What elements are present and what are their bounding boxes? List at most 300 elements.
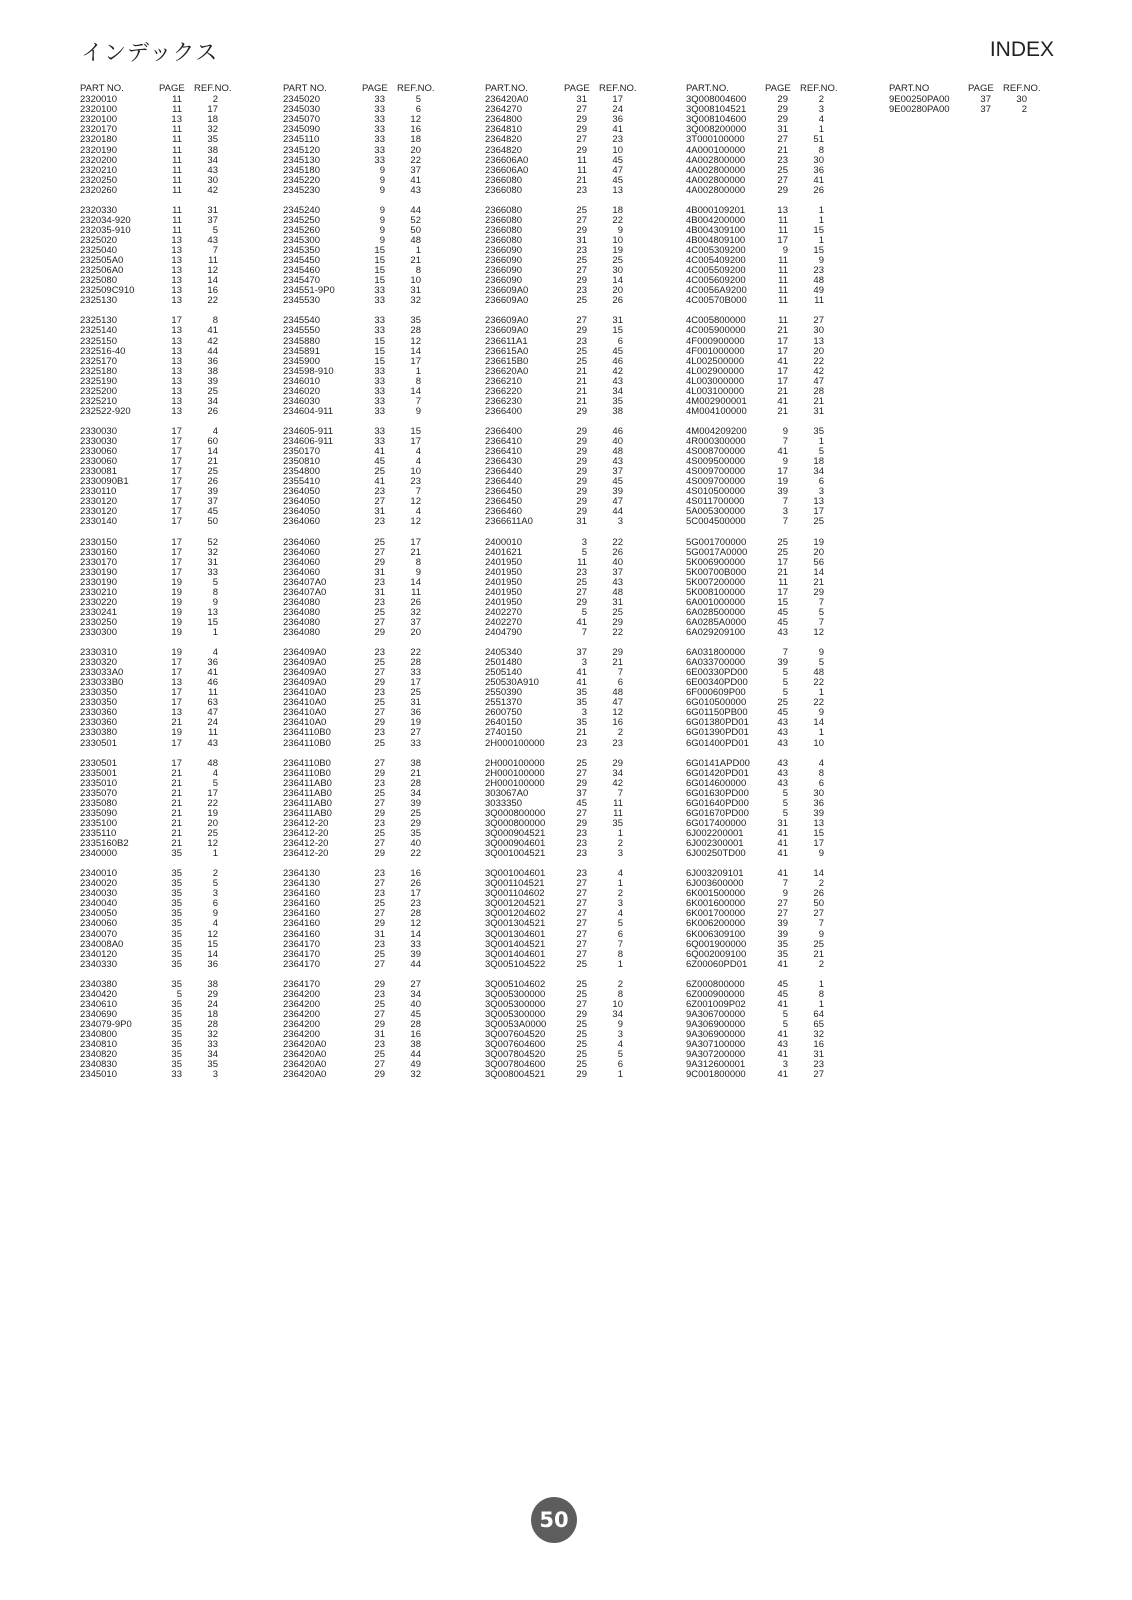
index-row xyxy=(686,739,882,749)
part-number: 2366410 xyxy=(485,446,522,458)
part-number: 2325200 xyxy=(80,385,117,397)
page-ref: 29 xyxy=(576,496,587,508)
page-ref: 35 xyxy=(171,948,182,960)
page-ref: 33 xyxy=(374,365,385,377)
part-number: 2364800 xyxy=(485,114,522,126)
index-row xyxy=(80,919,276,929)
part-number: 2325180 xyxy=(80,365,117,377)
ref-number: 26 xyxy=(207,476,218,488)
ref-number: 27 xyxy=(410,978,421,990)
ref-number: 42 xyxy=(207,335,218,347)
index-row xyxy=(485,517,681,527)
page-ref: 25 xyxy=(374,898,385,910)
part-number: 2330360 xyxy=(80,717,117,729)
part-number: 3Q007804600 xyxy=(485,1059,546,1071)
page-ref: 35 xyxy=(171,928,182,940)
page-ref: 11 xyxy=(172,164,182,176)
ref-number: 6 xyxy=(617,335,623,347)
part-number: 232505A0 xyxy=(80,255,124,267)
part-number: 2364110B0 xyxy=(283,767,331,779)
page-ref: 5 xyxy=(782,1018,788,1030)
ref-number: 5 xyxy=(212,878,218,890)
ref-number: 41 xyxy=(813,174,824,186)
page-ref: 23 xyxy=(374,988,385,1000)
part-number: 2402270 xyxy=(485,606,522,618)
part-number: 2364080 xyxy=(283,596,320,608)
page-ref: 27 xyxy=(374,1008,385,1020)
ref-number: 12 xyxy=(410,335,421,347)
page-ref: 5 xyxy=(782,797,788,809)
part-number: 6K006200000 xyxy=(686,918,746,930)
ref-number: 21 xyxy=(410,255,421,267)
ref-number: 33 xyxy=(207,1039,218,1051)
page-ref: 29 xyxy=(576,456,587,468)
part-number: 2401950 xyxy=(485,596,522,608)
index-row xyxy=(686,407,882,417)
part-number: 2366080 xyxy=(485,214,522,226)
ref-number: 7 xyxy=(818,616,824,628)
page-ref: 13 xyxy=(171,234,182,246)
page-ref: 33 xyxy=(374,104,385,116)
ref-number: 12 xyxy=(207,265,218,277)
part-number: 6G01150PB00 xyxy=(686,707,748,719)
ref-number: 2 xyxy=(617,727,623,739)
part-number: 2366450 xyxy=(485,486,522,498)
page-ref: 3 xyxy=(782,1059,788,1071)
ref-number: 25 xyxy=(813,516,824,528)
page-ref: 25 xyxy=(374,657,385,669)
page-ref: 17 xyxy=(171,506,182,518)
ref-number: 38 xyxy=(207,978,218,990)
ref-number: 9 xyxy=(818,928,824,940)
part-number: 4C005900000 xyxy=(686,325,746,337)
part-number: 2364160 xyxy=(283,898,320,910)
page-ref: 31 xyxy=(374,928,385,940)
index-row xyxy=(485,628,681,638)
ref-number: 12 xyxy=(612,707,623,719)
part-number: 236411AB0 xyxy=(283,797,332,809)
part-number: 2320330 xyxy=(80,204,117,216)
page-ref: 25 xyxy=(576,958,587,970)
page-ref: 25 xyxy=(576,978,587,990)
index-column xyxy=(80,84,276,1080)
ref-number: 1 xyxy=(818,687,824,699)
part-number: 2330210 xyxy=(80,586,117,598)
ref-number: 36 xyxy=(612,114,623,126)
header-part-no: PART NO. xyxy=(283,83,327,94)
part-number: 2364060 xyxy=(283,566,320,578)
ref-number: 11 xyxy=(613,807,623,819)
index-row xyxy=(80,135,276,145)
page-ref: 27 xyxy=(576,898,587,910)
part-number: 236620A0 xyxy=(485,365,529,377)
page-ref: 11 xyxy=(172,174,182,186)
page-ref: 9 xyxy=(782,245,788,257)
ref-number: 45 xyxy=(207,506,218,518)
ref-number: 3 xyxy=(818,486,824,498)
ref-number: 2 xyxy=(818,94,824,106)
index-row xyxy=(686,517,882,527)
page-ref: 17 xyxy=(171,556,182,568)
page-ref: 29 xyxy=(576,124,587,136)
ref-number: 19 xyxy=(207,807,218,819)
page-ref: 27 xyxy=(374,546,385,558)
page-ref: 13 xyxy=(171,375,182,387)
page-ref: 29 xyxy=(576,144,587,156)
ref-number: 12 xyxy=(410,114,421,126)
page-ref: 11 xyxy=(778,265,788,277)
page-ref: 37 xyxy=(576,647,587,659)
page-ref: 27 xyxy=(374,797,385,809)
page-ref: 5 xyxy=(782,677,788,689)
ref-number: 31 xyxy=(813,1049,824,1061)
ref-number: 16 xyxy=(612,717,623,729)
part-number: 2320100 xyxy=(80,104,117,116)
ref-number: 3 xyxy=(617,516,623,528)
page-ref: 3 xyxy=(782,506,788,518)
page-ref: 23 xyxy=(374,868,385,880)
part-number: 236410A0 xyxy=(283,707,327,719)
page-ref: 35 xyxy=(576,697,587,709)
ref-number: 27 xyxy=(410,727,421,739)
page-ref: 29 xyxy=(777,104,788,116)
part-number: 9E00280PA00 xyxy=(889,104,950,116)
ref-number: 63 xyxy=(207,697,218,709)
page-ref: 31 xyxy=(374,566,385,578)
header-part-no: PART.NO xyxy=(889,83,930,94)
part-number: 2330030 xyxy=(80,436,117,448)
page-ref: 29 xyxy=(576,275,587,287)
page-ref: 33 xyxy=(374,285,385,297)
ref-number: 19 xyxy=(813,536,824,548)
part-number: 236409A0 xyxy=(283,657,327,669)
page-ref: 29 xyxy=(576,817,587,829)
ref-number: 15 xyxy=(813,245,824,257)
page-ref: 11 xyxy=(778,275,788,287)
page-ref: 37 xyxy=(980,104,991,116)
part-number: 236412-20 xyxy=(283,838,329,850)
ref-number: 14 xyxy=(612,275,623,287)
part-number: 2402270 xyxy=(485,616,522,628)
part-number: 2320210 xyxy=(80,164,117,176)
part-number: 3T000100000 xyxy=(686,134,745,146)
index-row xyxy=(686,186,882,196)
page-ref: 21 xyxy=(777,566,788,578)
part-number: 4A002800000 xyxy=(686,184,746,196)
header-page: PAGE xyxy=(968,83,994,94)
part-number: 9A307200000 xyxy=(686,1049,746,1061)
part-number: 236609A0 xyxy=(485,295,529,307)
part-number: 2345530 xyxy=(283,295,320,307)
part-number: 236420A0 xyxy=(283,1059,327,1071)
part-number: 2364200 xyxy=(283,1029,320,1041)
ref-number: 14 xyxy=(813,868,824,880)
part-number: 2325150 xyxy=(80,335,117,347)
ref-number: 49 xyxy=(813,285,824,297)
page-ref: 45 xyxy=(777,978,788,990)
page-ref: 17 xyxy=(171,436,182,448)
page-ref: 41 xyxy=(777,827,788,839)
part-number: 250530A910 xyxy=(485,677,539,689)
ref-number: 4 xyxy=(415,456,421,468)
ref-number: 35 xyxy=(612,395,623,407)
ref-number: 36 xyxy=(207,657,218,669)
part-number: 2364820 xyxy=(485,144,522,156)
part-number: 236609A0 xyxy=(485,285,529,297)
part-number: 6A0285A0000 xyxy=(686,616,747,628)
page-ref: 21 xyxy=(576,395,587,407)
page-ref: 23 xyxy=(374,1039,385,1051)
page-ref: 37 xyxy=(576,787,587,799)
ref-number: 7 xyxy=(617,667,623,679)
ref-number: 47 xyxy=(612,164,623,176)
part-number: 4L002900000 xyxy=(686,365,745,377)
part-number: 6Q002009100 xyxy=(686,948,747,960)
part-number: 232035-910 xyxy=(80,224,131,236)
part-number: 2364270 xyxy=(485,104,522,116)
part-number: 6E00340PD00 xyxy=(686,677,748,689)
part-number: 6A001000000 xyxy=(686,596,746,608)
part-number: 4C0056A9200 xyxy=(686,285,747,297)
page-ref: 31 xyxy=(374,1029,385,1041)
part-number: 2330241 xyxy=(80,606,117,618)
page-ref: 11 xyxy=(577,164,587,176)
part-number: 2330110 xyxy=(80,486,117,498)
index-row xyxy=(686,628,882,638)
page-ref: 27 xyxy=(576,888,587,900)
page-ref: 29 xyxy=(374,677,385,689)
part-number: 2364160 xyxy=(283,888,320,900)
ref-number: 6 xyxy=(617,677,623,689)
page-ref: 17 xyxy=(777,375,788,387)
ref-number: 28 xyxy=(813,385,824,397)
part-number: 2330140 xyxy=(80,516,117,528)
part-number: 2366450 xyxy=(485,496,522,508)
page-ref: 17 xyxy=(171,516,182,528)
page-ref: 9 xyxy=(782,425,788,437)
ref-number: 15 xyxy=(207,938,218,950)
part-number: 3Q0053A0000 xyxy=(485,1018,547,1030)
header-ref-no: REF.NO. xyxy=(599,83,637,94)
page-ref: 45 xyxy=(777,988,788,1000)
header-part-no: PART.NO. xyxy=(686,83,729,94)
part-number: 236411AB0 xyxy=(283,777,332,789)
part-number: 2364130 xyxy=(283,878,320,890)
ref-number: 1 xyxy=(818,204,824,216)
ref-number: 2 xyxy=(818,958,824,970)
ref-number: 4 xyxy=(212,425,218,437)
part-number: 2366080 xyxy=(485,224,522,236)
column-header-row xyxy=(686,84,882,94)
page-ref: 13 xyxy=(171,405,182,417)
page-ref: 17 xyxy=(777,365,788,377)
part-number: 9A307100000 xyxy=(686,1039,746,1051)
part-number: 2340060 xyxy=(80,918,117,930)
page-ref: 11 xyxy=(172,124,182,136)
page-ref: 15 xyxy=(374,255,385,267)
ref-number: 1 xyxy=(617,878,623,890)
part-number: 236407A0 xyxy=(283,586,327,598)
ref-number: 9 xyxy=(415,405,421,417)
page-ref: 27 xyxy=(576,948,587,960)
ref-number: 64 xyxy=(813,1008,824,1020)
ref-number: 31 xyxy=(410,285,421,297)
page-ref: 35 xyxy=(171,1018,182,1030)
page-ref: 35 xyxy=(576,717,587,729)
page-ref: 29 xyxy=(374,807,385,819)
page-ref: 15 xyxy=(777,596,788,608)
part-number: 2345550 xyxy=(283,325,320,337)
ref-number: 6 xyxy=(617,928,623,940)
ref-number: 22 xyxy=(612,536,623,548)
page-ref: 11 xyxy=(778,224,788,236)
page-ref: 23 xyxy=(374,596,385,608)
page-ref: 13 xyxy=(171,114,182,126)
ref-number: 23 xyxy=(612,134,623,146)
page-ref: 25 xyxy=(576,1029,587,1041)
ref-number: 22 xyxy=(410,154,421,166)
page-ref: 27 xyxy=(576,998,587,1010)
page-ref: 9 xyxy=(379,234,385,246)
part-number: 4S009700000 xyxy=(686,476,746,488)
page-ref: 7 xyxy=(782,516,788,528)
index-row xyxy=(686,728,882,738)
part-number: 233033A0 xyxy=(80,667,124,679)
index-column xyxy=(889,84,1085,115)
ref-number: 44 xyxy=(207,345,218,357)
part-number: 6A029209100 xyxy=(686,626,746,638)
page-ref: 15 xyxy=(374,245,385,257)
part-number: 2366430 xyxy=(485,456,522,468)
page-ref: 41 xyxy=(777,958,788,970)
page-ref: 29 xyxy=(576,1008,587,1020)
page-ref: 25 xyxy=(374,606,385,618)
page-ref: 25 xyxy=(374,737,385,749)
page-ref: 35 xyxy=(171,1059,182,1071)
ref-number: 14 xyxy=(207,446,218,458)
page-ref: 41 xyxy=(777,998,788,1010)
part-number: 2345460 xyxy=(283,265,320,277)
ref-number: 11 xyxy=(411,586,421,598)
page-ref: 43 xyxy=(777,777,788,789)
page-ref: 23 xyxy=(374,938,385,950)
page-ref: 27 xyxy=(576,265,587,277)
column-header-row xyxy=(889,84,1085,94)
index-row xyxy=(283,919,479,929)
ref-number: 43 xyxy=(612,576,623,588)
ref-number: 40 xyxy=(410,838,421,850)
part-number: 2330220 xyxy=(80,596,117,608)
ref-number: 26 xyxy=(410,596,421,608)
ref-number: 9 xyxy=(818,647,824,659)
page-ref: 21 xyxy=(171,817,182,829)
page-ref: 25 xyxy=(576,1059,587,1071)
ref-number: 28 xyxy=(207,1018,218,1030)
part-number: 6F000609P00 xyxy=(686,687,746,699)
part-number: 236409A0 xyxy=(283,667,327,679)
page-ref: 41 xyxy=(576,616,587,628)
ref-number: 38 xyxy=(612,405,623,417)
ref-number: 7 xyxy=(617,787,623,799)
page-ref: 29 xyxy=(576,325,587,337)
page-ref: 23 xyxy=(374,516,385,528)
part-number: 2364050 xyxy=(283,506,320,518)
ref-number: 36 xyxy=(207,958,218,970)
ref-number: 5 xyxy=(212,576,218,588)
page-ref: 33 xyxy=(171,1069,182,1081)
part-number: 3Q008004600 xyxy=(686,94,747,106)
page-ref: 21 xyxy=(576,727,587,739)
part-number: 2340000 xyxy=(80,848,117,860)
ref-number: 23 xyxy=(813,265,824,277)
page-ref: 35 xyxy=(171,848,182,860)
index-row xyxy=(80,296,276,306)
index-column xyxy=(485,84,681,1080)
page-ref: 23 xyxy=(576,838,587,850)
part-number: 2330090B1 xyxy=(80,476,129,488)
ref-number: 43 xyxy=(207,234,218,246)
part-number: 2325130 xyxy=(80,315,117,327)
page-ref: 27 xyxy=(576,586,587,598)
part-number: 6Z000900000 xyxy=(686,988,745,1000)
ref-number: 8 xyxy=(617,988,623,1000)
page-ref: 21 xyxy=(171,777,182,789)
ref-number: 32 xyxy=(410,295,421,307)
ref-number: 5 xyxy=(617,918,623,930)
part-number: 2320200 xyxy=(80,154,117,166)
ref-number: 25 xyxy=(410,807,421,819)
ref-number: 24 xyxy=(207,998,218,1010)
page-ref: 35 xyxy=(171,1049,182,1061)
ref-number: 25 xyxy=(207,466,218,478)
part-number: 5G001700000 xyxy=(686,536,747,548)
part-number: 3Q001004601 xyxy=(485,868,546,880)
index-row xyxy=(283,407,479,417)
part-number: 2340010 xyxy=(80,868,117,880)
ref-number: 34 xyxy=(410,787,421,799)
page-ref: 11 xyxy=(172,144,182,156)
part-number: 2345300 xyxy=(283,234,320,246)
ref-number: 2 xyxy=(212,868,218,880)
part-number: 2325020 xyxy=(80,234,117,246)
part-number: 236611A1 xyxy=(485,335,528,347)
ref-number: 34 xyxy=(207,395,218,407)
page-ref: 41 xyxy=(777,395,788,407)
part-number: 2364810 xyxy=(485,124,522,136)
ref-number: 2 xyxy=(617,978,623,990)
ref-number: 37 xyxy=(410,164,421,176)
part-number: 6G01630PD00 xyxy=(686,787,749,799)
page-ref: 15 xyxy=(374,335,385,347)
index-row xyxy=(80,186,276,196)
ref-number: 15 xyxy=(612,325,623,337)
ref-number: 29 xyxy=(612,647,623,659)
ref-number: 1 xyxy=(818,124,824,136)
ref-number: 24 xyxy=(207,717,218,729)
page-ref: 23 xyxy=(374,727,385,739)
ref-number: 30 xyxy=(207,174,218,186)
page-ref: 9 xyxy=(379,164,385,176)
page-ref: 15 xyxy=(374,275,385,287)
column-header-row xyxy=(80,84,276,94)
page-ref: 23 xyxy=(374,888,385,900)
page-ref: 11 xyxy=(172,214,182,226)
ref-number: 21 xyxy=(410,546,421,558)
ref-number: 45 xyxy=(612,345,623,357)
ref-number: 48 xyxy=(410,234,421,246)
part-number: 4A002800000 xyxy=(686,164,746,176)
page-ref: 25 xyxy=(576,757,587,769)
